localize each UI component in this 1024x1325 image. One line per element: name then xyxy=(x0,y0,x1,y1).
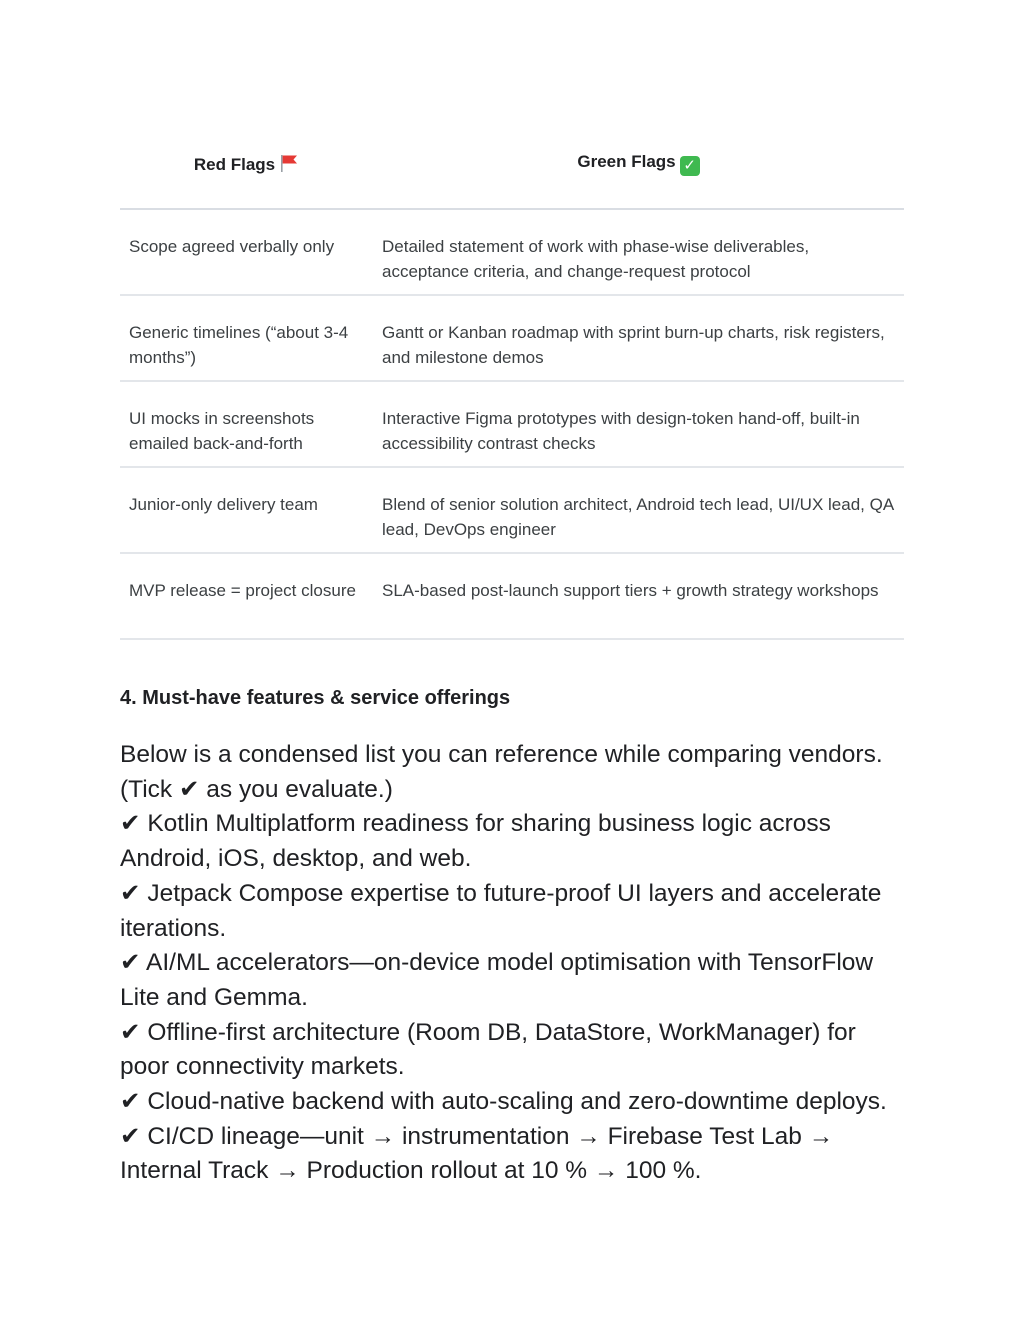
check-mark-icon: ✓ xyxy=(680,156,700,176)
feature-list xyxy=(120,738,904,1189)
green-flag-cell: Interactive Figma prototypes with design-token hand-off, built-in accessibility contrast checks xyxy=(373,381,904,467)
red-flag-cell: Junior-only delivery team xyxy=(120,467,373,553)
feature-item: ✔ Offline-first architecture (Room DB, DataStore, WorkManager) for poor connectivity markets. xyxy=(120,1018,856,1081)
table-row xyxy=(120,295,904,381)
green-flags-header xyxy=(373,138,904,209)
green-flag-cell: Detailed statement of work with phase-wise deliverables, acceptance criteria, and change-request protocol xyxy=(373,209,904,295)
feature-item: ✔ Kotlin Multiplatform readiness for sharing business logic across Android, iOS, desktop, and web. xyxy=(120,810,831,873)
green-flag-cell: SLA-based post-launch support tiers + growth strategy workshops xyxy=(373,553,904,639)
green-flag-cell: Blend of senior solution architect, Android tech lead, UI/UX lead, QA lead, DevOps engineer xyxy=(373,467,904,553)
section-heading: 4. Must-have features & service offerings xyxy=(120,687,511,709)
red-flag-icon xyxy=(279,154,299,172)
table-row xyxy=(120,553,904,639)
table-row xyxy=(120,381,904,467)
red-flag-cell: Scope agreed verbally only xyxy=(120,209,373,295)
flags-comparison-table xyxy=(120,138,904,640)
feature-intro: Below is a condensed list you can reference while comparing vendors. (Tick ✔ as you evaluate.) xyxy=(120,741,883,803)
green-flag-cell: Gantt or Kanban roadmap with sprint burn-up charts, risk registers, and milestone demos xyxy=(373,295,904,381)
document-body xyxy=(120,138,904,1189)
feature-item: ✔ Jetpack Compose expertise to future-proof UI layers and accelerate iterations. xyxy=(120,879,882,942)
feature-item: ✔ AI/ML accelerators—on-device model optimisation with TensorFlow Lite and Gemma. xyxy=(120,949,874,1011)
red-flag-cell: Generic timelines (“about 3-4 months”) xyxy=(120,295,373,381)
green-flags-header-label: Green Flags xyxy=(577,152,676,171)
feature-item: ✔ CI/CD lineage—unit → instrumentation → Firebase Test Lab → Internal Track → Production rollout at 10 % → 100 %. xyxy=(120,1122,834,1185)
table-header-row xyxy=(120,138,904,209)
red-flag-cell: MVP release = project closure xyxy=(120,553,373,639)
table-row xyxy=(120,209,904,295)
red-flag-cell: UI mocks in screenshots emailed back-and-forth xyxy=(120,381,373,467)
feature-item: ✔ Cloud-native backend with auto-scaling and zero-downtime deploys. xyxy=(120,1088,887,1116)
red-flags-header xyxy=(120,138,373,209)
red-flags-header-label: Red Flags xyxy=(193,154,276,174)
table-row xyxy=(120,467,904,553)
